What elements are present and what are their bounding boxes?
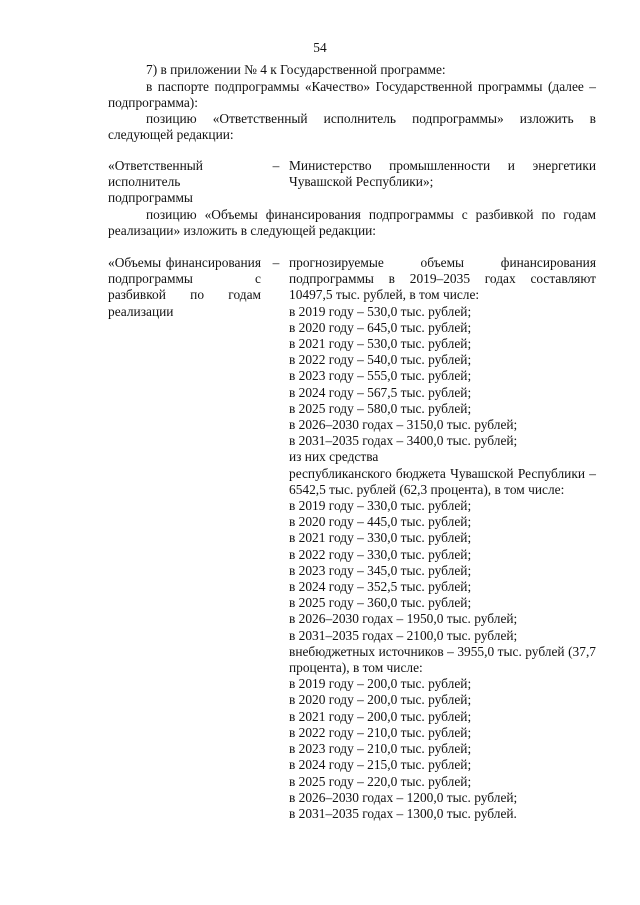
amendment-item: 7) в приложении № 4 к Государственной программе: — [146, 62, 446, 77]
year-amount-line: в 2021 году – 530,0 тыс. рублей; — [289, 336, 472, 352]
year-amount-line: в 2026–2030 годах – 1950,0 тыс. рублей; — [289, 611, 518, 627]
year-amount-line: в 2019 году – 530,0 тыс. рублей; — [289, 303, 472, 319]
year-amount-line: в 2023 году – 210,0 тыс. рублей; — [289, 741, 472, 757]
year-amount-line: в 2020 году – 645,0 тыс. рублей; — [289, 319, 472, 335]
funding-label: «Объемы финансирования подпрограммы с разбивкой по годам реализации — [108, 255, 261, 319]
year-amount-line: в 2020 году – 200,0 тыс. рублей; — [289, 692, 472, 708]
total-years-list — [289, 304, 596, 450]
year-amount-line: в 2020 году – 445,0 тыс. рублей; — [289, 514, 472, 530]
passport-paragraph: в паспорте подпрограммы «Качество» Государственной программы (далее – подпрограмма): — [108, 79, 596, 111]
year-amount-line: в 2021 году – 330,0 тыс. рублей; — [289, 530, 472, 546]
year-amount-line: в 2019 году – 200,0 тыс. рублей; — [289, 676, 472, 692]
year-amount-line: в 2026–2030 годах – 3150,0 тыс. рублей; — [289, 417, 518, 433]
year-amount-line: в 2023 году – 555,0 тыс. рублей; — [289, 368, 472, 384]
year-amount-line: в 2025 году – 360,0 тыс. рублей; — [289, 595, 472, 611]
republican-years-list — [289, 498, 596, 644]
extrabudgetary-total: внебюджетных источников – 3955,0 тыс. рублей (37,7 процента), в том числе: — [289, 643, 596, 676]
year-amount-line: в 2025 году – 220,0 тыс. рублей; — [289, 773, 472, 789]
year-amount-line: в 2031–2035 годах – 1300,0 тыс. рублей. — [289, 805, 517, 821]
row-dash: – — [272, 255, 280, 270]
year-amount-line: в 2022 году – 210,0 тыс. рублей; — [289, 724, 472, 740]
row-dash: – — [272, 158, 280, 173]
year-amount-line: в 2023 году – 345,0 тыс. рублей; — [289, 562, 472, 578]
extrabudgetary-years-list — [289, 676, 596, 822]
funding-value — [289, 255, 596, 822]
year-amount-line: в 2024 году – 215,0 тыс. рублей; — [289, 757, 472, 773]
year-amount-line: в 2019 году – 330,0 тыс. рублей; — [289, 498, 472, 514]
position-funding-paragraph: позицию «Объемы финансирования подпрограммы с разбивкой по годам реализации» изложить в следующей редакции: — [108, 207, 596, 239]
responsible-executor-label: «Ответственный исполнитель подпрограммы — [108, 158, 203, 206]
year-amount-line: в 2024 году – 567,5 тыс. рублей; — [289, 384, 472, 400]
year-amount-line: в 2025 году – 580,0 тыс. рублей; — [289, 400, 472, 416]
position-responsible-paragraph: позицию «Ответственный исполнитель подпрограммы» изложить в следующей редакции: — [108, 111, 596, 143]
funding-total: прогнозируемые объемы финансирования подпрограммы в 2019–2035 годах составляют 10497,5 тыс. рублей, в том числе: — [289, 255, 596, 303]
year-amount-line: в 2021 году – 200,0 тыс. рублей; — [289, 708, 472, 724]
year-amount-line: в 2031–2035 годах – 3400,0 тыс. рублей; — [289, 433, 518, 449]
republican-budget-total: республиканского бюджета Чувашской Республики – 6542,5 тыс. рублей (62,3 процента), в том числе: — [289, 465, 596, 497]
page-number: 54 — [313, 40, 327, 55]
year-amount-line: в 2031–2035 годах – 2100,0 тыс. рублей; — [289, 627, 518, 643]
year-amount-line: в 2026–2030 годах – 1200,0 тыс. рублей; — [289, 789, 518, 805]
responsible-executor-value: Министерство промышленности и энергетики Чувашской Республики»; — [289, 158, 596, 190]
year-amount-line: в 2022 году – 330,0 тыс. рублей; — [289, 546, 472, 562]
sources-heading: из них средства — [289, 449, 379, 465]
year-amount-line: в 2024 году – 352,5 тыс. рублей; — [289, 579, 472, 595]
year-amount-line: в 2022 году – 540,0 тыс. рублей; — [289, 352, 472, 368]
